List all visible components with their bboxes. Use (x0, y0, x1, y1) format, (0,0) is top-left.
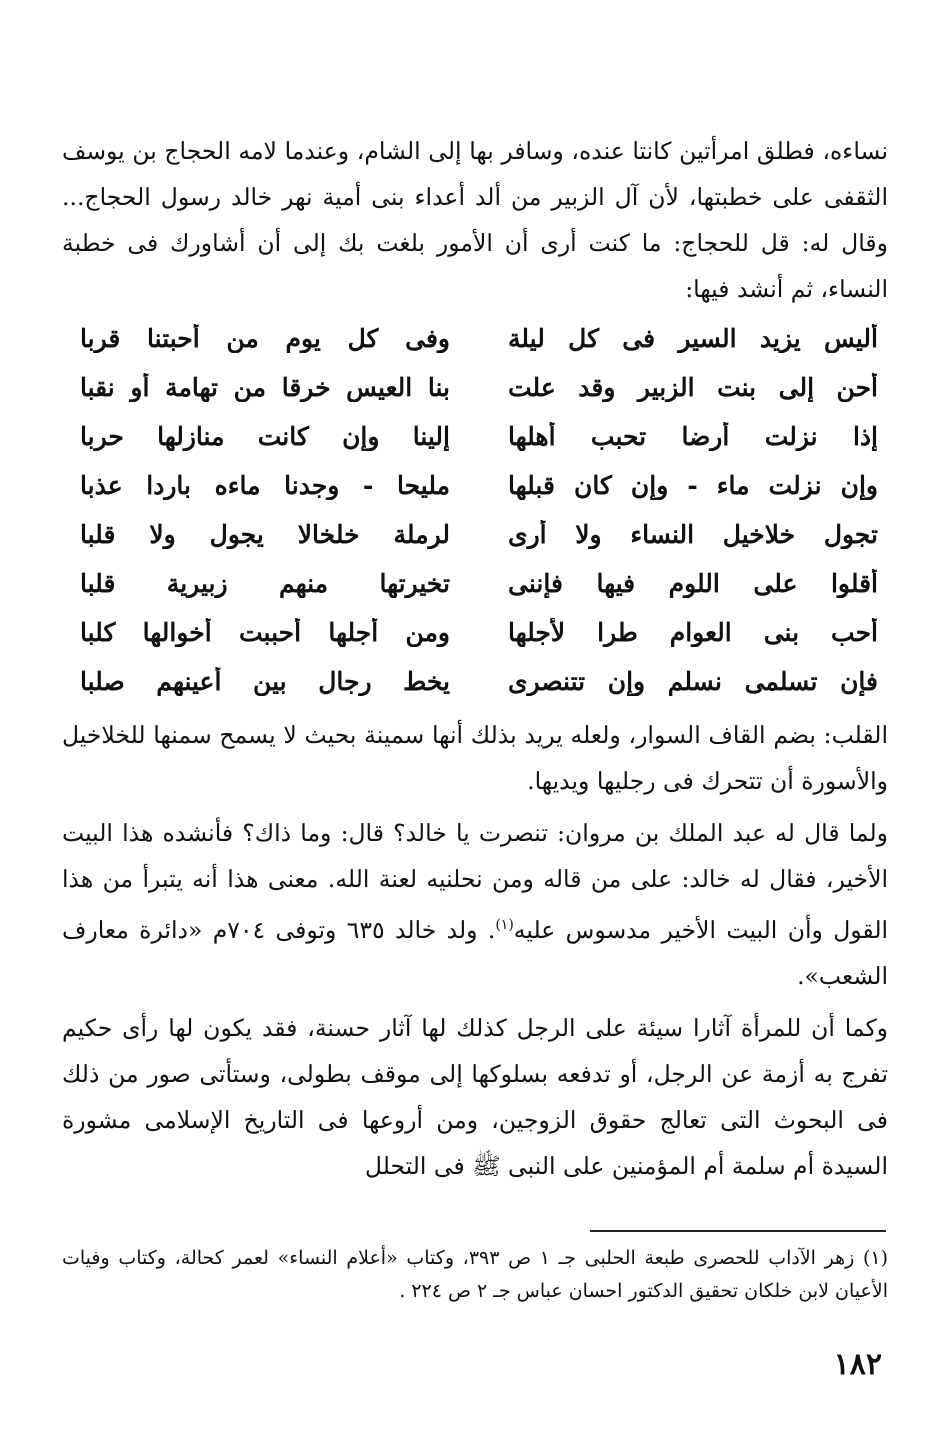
verse-second-hemistich: تخيرتها منهم زبيرية قلبا (80, 569, 450, 598)
poem (62, 314, 888, 706)
page-body (62, 128, 888, 1189)
verse-first-hemistich: تجول خلاخيل النساء ولا أرى (508, 520, 878, 549)
verse-second-hemistich: إلينا وإن كانت منازلها حربا (80, 422, 450, 451)
verse-first-hemistich: أحن إلى بنت الزبير وقد علت (508, 373, 878, 402)
paragraph-text: . ولد خالد ٦٣٥ وتوفى ٧٠٤م «دائرة معارف الشعب». (62, 915, 888, 990)
verse-first-hemistich: أليس يزيد السير فى كل ليلة (508, 324, 878, 353)
paragraph-text: ولما قال له عبد الملك بن مروان: تنصرت يا خالد؟ قال: وما ذاك؟ فأنشده هذا البيت الأخير، فقال له خالد: على من قاله ومن نحلنيه لعنة الله. معنى هذا أنه يتبرأ من هذا القول وأن البيت الأخير مدسوس عليه (62, 819, 889, 944)
poem-verse (62, 657, 888, 706)
verse-second-hemistich: ومن أجلها أحببت أخوالها كلبا (80, 618, 450, 647)
verse-first-hemistich: إذا نزلت أرضا تحبب أهلها (508, 422, 878, 451)
verse-second-hemistich: بنا العيس خرقا من تهامة أو نقبا (80, 373, 450, 402)
poem-verse (62, 363, 888, 412)
poem-verse (62, 559, 888, 608)
verse-first-hemistich: وإن نزلت ماء - وإن كان قبلها (508, 471, 878, 500)
verse-first-hemistich: فإن تسلمى نسلم وإن تتنصرى (508, 667, 878, 696)
verse-second-hemistich: مليحا - وجدنا ماءه باردا عذبا (80, 471, 450, 500)
page-number: ١٨٢ (833, 1347, 882, 1382)
footnote-reference: (١) (495, 917, 514, 933)
verse-second-hemistich: يخط رجال بين أعينهم صلبا (80, 667, 450, 696)
paragraph-abdulmalik (62, 810, 888, 999)
verse-second-hemistich: لرملة خلخالا يجول ولا قلبا (80, 520, 450, 549)
footnote-separator (590, 1230, 886, 1232)
poem-verse (62, 510, 888, 559)
footnotes (62, 1242, 888, 1308)
paragraph-woman-influence: وكما أن للمرأة آثارا سيئة على الرجل كذلك لها آثار حسنة، فقد يكون لها رأى حكيم تفرج به أزمة عن الرجل، أو تدفعه بسلوكها إلى موقف بطولى، وستأتى صور من ذلك فى البحوث التى تعالج حقوق الزوجين، ومن أروعها فى التاريخ الإسلامى مشورة السيدة أم سلمة أم المؤمنين على النبى ﷺ فى التحلل (62, 1013, 888, 1180)
verse-first-hemistich: أقلوا على اللوم فيها فإننى (508, 569, 878, 598)
poem-verse (62, 314, 888, 363)
footnote: (١) زهر الآداب للحصرى طبعة الحلبى جـ ١ ص ٣٩٣، وكتاب «أعلام النساء» لعمر كحالة، وكتاب وفيات الأعيان لابن خلكان تحقيق الدكتور احسان عباس جـ ٢ ص ٢٢٤ . (62, 1247, 889, 1302)
paragraph-intro: نساءه، فطلق امرأتين كانتا عنده، وسافر بها إلى الشام، وعندما لامه الحجاج بن يوسف الثقفى على خطبتها، لأن آل الزبير من ألد أعداء بنى أمية نهر خالد رسول الحجاج... وقال له: قل للحجاج: ما كنت أرى أن الأمور بلغت بك إلى أن أشاورك فى خطبة النساء، ثم أنشد فيها: (62, 137, 888, 303)
verse-first-hemistich: أحب بنى العوام طرا لأجلها (508, 618, 878, 647)
poem-verse (62, 608, 888, 657)
verse-second-hemistich: وفى كل يوم من أحبتنا قربا (80, 324, 450, 353)
poem-verse (62, 412, 888, 461)
paragraph-gloss: القلب: بضم القاف السوار، ولعله يريد بذلك أنها سمينة بحيث لا يسمح سمنها للخلاخيل والأسورة أن تتحرك فى رجليها ويديها. (62, 721, 888, 795)
poem-verse (62, 461, 888, 510)
